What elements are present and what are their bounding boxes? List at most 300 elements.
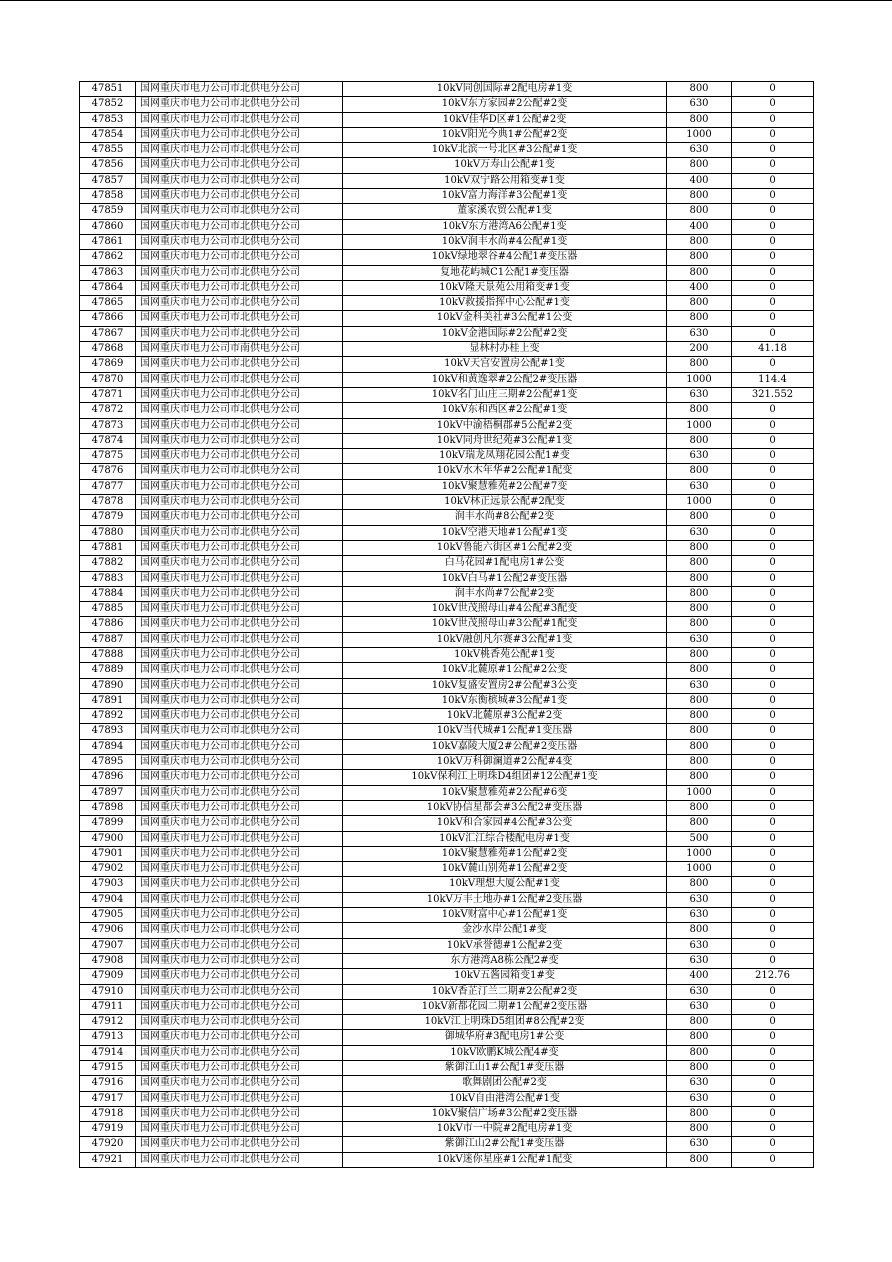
company-cell: 国网重庆市电力公司市北供电分公司: [136, 418, 343, 433]
company-cell: 国网重庆市电力公司市北供电分公司: [136, 234, 343, 249]
value-cell: 0: [732, 709, 814, 724]
company-cell: 国网重庆市电力公司市北供电分公司: [136, 908, 343, 923]
row-id-cell: 47879: [80, 510, 136, 525]
value-cell: 0: [732, 112, 814, 127]
row-id-cell: 47851: [80, 82, 136, 97]
table-row: [80, 571, 814, 586]
capacity-cell: 800: [667, 1061, 732, 1076]
company-cell: 国网重庆市电力公司市北供电分公司: [136, 816, 343, 831]
transformer-name-cell: 紫御江山2#公配1#变压器: [343, 1137, 667, 1152]
value-cell: 0: [732, 326, 814, 341]
row-id-cell: 47899: [80, 816, 136, 831]
value-cell: 0: [732, 1061, 814, 1076]
transformer-name-cell: 10kV东方家园#2公配#2变: [343, 97, 667, 112]
capacity-cell: 800: [667, 724, 732, 739]
transformer-name-cell: 10kV欧鹏K城公配4#变: [343, 1045, 667, 1060]
row-id-cell: 47869: [80, 357, 136, 372]
table-row: [80, 984, 814, 999]
row-id-cell: 47885: [80, 602, 136, 617]
transformer-name-cell: 白马花园#1配电房1#公变: [343, 556, 667, 571]
table-row: [80, 127, 814, 142]
capacity-cell: 630: [667, 143, 732, 158]
transformer-name-cell: 10kV金港国际#2公配#2变: [343, 326, 667, 341]
value-cell: 0: [732, 82, 814, 97]
capacity-cell: 800: [667, 1015, 732, 1030]
capacity-cell: 800: [667, 755, 732, 770]
transformer-name-cell: 10kV麓山别苑#1公配#2变: [343, 862, 667, 877]
table-row: [80, 1061, 814, 1076]
table-row: [80, 892, 814, 907]
table-row: [80, 311, 814, 326]
capacity-cell: 630: [667, 479, 732, 494]
value-cell: 0: [732, 693, 814, 708]
table-row: [80, 265, 814, 280]
capacity-cell: 800: [667, 1106, 732, 1121]
transformer-name-cell: 10kV北麓原#3公配#2变: [343, 709, 667, 724]
capacity-cell: 400: [667, 280, 732, 295]
table-row: [80, 326, 814, 341]
value-cell: 0: [732, 785, 814, 800]
transformer-name-cell: 10kV金科美社#3公配#1公变: [343, 311, 667, 326]
value-cell: 321.552: [732, 387, 814, 402]
row-id-cell: 47901: [80, 846, 136, 861]
table-row: [80, 403, 814, 418]
capacity-cell: 800: [667, 433, 732, 448]
value-cell: 0: [732, 831, 814, 846]
capacity-cell: 800: [667, 800, 732, 815]
company-cell: 国网重庆市电力公司市北供电分公司: [136, 862, 343, 877]
transformer-name-cell: 10kV北滨一号北区#3公配#1变: [343, 143, 667, 158]
transformer-name-cell: 10kV桃香苑公配#1变: [343, 647, 667, 662]
table-row: [80, 1137, 814, 1152]
company-cell: 国网重庆市电力公司市北供电分公司: [136, 953, 343, 968]
transformer-name-cell: 歌舞剧团公配#2变: [343, 1076, 667, 1091]
capacity-cell: 800: [667, 877, 732, 892]
transformer-name-cell: 10kV鲁能六街区#1公配#2变: [343, 540, 667, 555]
table-row: [80, 143, 814, 158]
row-id-cell: 47898: [80, 800, 136, 815]
transformer-name-cell: 润丰水尚#8公配#2变: [343, 510, 667, 525]
capacity-cell: 800: [667, 250, 732, 265]
capacity-cell: 400: [667, 969, 732, 984]
row-id-cell: 47906: [80, 923, 136, 938]
transformer-name-cell: 10kV汇江综合楼配电房#1变: [343, 831, 667, 846]
company-cell: 国网重庆市电力公司市北供电分公司: [136, 724, 343, 739]
value-cell: 0: [732, 846, 814, 861]
row-id-cell: 47882: [80, 556, 136, 571]
transformer-name-cell: 10kV林正远景公配#2配变: [343, 495, 667, 510]
row-id-cell: 47863: [80, 265, 136, 280]
table-row: [80, 800, 814, 815]
transformer-name-cell: 10kV空港天地#1公配#1变: [343, 525, 667, 540]
table-row: [80, 678, 814, 693]
company-cell: 国网重庆市电力公司市北供电分公司: [136, 326, 343, 341]
transformer-name-cell: 10kV同舟世纪苑#3公配#1变: [343, 433, 667, 448]
capacity-cell: 800: [667, 357, 732, 372]
capacity-cell: 800: [667, 1045, 732, 1060]
company-cell: 国网重庆市电力公司市北供电分公司: [136, 311, 343, 326]
value-cell: 0: [732, 127, 814, 142]
capacity-cell: 800: [667, 923, 732, 938]
row-id-cell: 47881: [80, 540, 136, 555]
transformer-name-cell: 10kV万科御澜道#2公配#4变: [343, 755, 667, 770]
company-cell: 国网重庆市电力公司市北供电分公司: [136, 1122, 343, 1137]
transformer-name-cell: 显林村办桂上变: [343, 342, 667, 357]
transformer-name-cell: 10kV万寿山公配#1变: [343, 158, 667, 173]
company-cell: 国网重庆市电力公司市北供电分公司: [136, 617, 343, 632]
company-cell: 国网重庆市电力公司市北供电分公司: [136, 800, 343, 815]
transformer-name-cell: 10kV香芷汀兰二期#2公配#2变: [343, 984, 667, 999]
capacity-cell: 800: [667, 1030, 732, 1045]
row-id-cell: 47888: [80, 647, 136, 662]
transformer-name-cell: 10kV当代城#1公配#1变压器: [343, 724, 667, 739]
value-cell: 0: [732, 739, 814, 754]
transformer-name-cell: 10kV财富中心#1公配#1变: [343, 908, 667, 923]
value-cell: 0: [732, 525, 814, 540]
capacity-cell: 800: [667, 112, 732, 127]
row-id-cell: 47914: [80, 1045, 136, 1060]
capacity-cell: 1000: [667, 127, 732, 142]
table-row: [80, 1122, 814, 1137]
table-row: [80, 158, 814, 173]
transformer-name-cell: 东方港湾A8栋公配2#变: [343, 953, 667, 968]
capacity-cell: 400: [667, 173, 732, 188]
value-cell: 0: [732, 1152, 814, 1167]
company-cell: 国网重庆市电力公司市北供电分公司: [136, 403, 343, 418]
table-row: [80, 433, 814, 448]
company-cell: 国网重庆市电力公司市北供电分公司: [136, 372, 343, 387]
company-cell: 国网重庆市电力公司市北供电分公司: [136, 1076, 343, 1091]
table-row: [80, 739, 814, 754]
value-cell: 0: [732, 923, 814, 938]
transformer-name-cell: 10kV东和西区#2公配#1变: [343, 403, 667, 418]
transformer-name-cell: 10kV自由港湾公配#1变: [343, 1091, 667, 1106]
row-id-cell: 47921: [80, 1152, 136, 1167]
company-cell: 国网重庆市电力公司市北供电分公司: [136, 173, 343, 188]
row-id-cell: 47852: [80, 97, 136, 112]
row-id-cell: 47911: [80, 999, 136, 1014]
row-id-cell: 47884: [80, 586, 136, 601]
company-cell: 国网重庆市电力公司市北供电分公司: [136, 586, 343, 601]
capacity-cell: 630: [667, 892, 732, 907]
transformer-name-cell: 10kV江上明珠D5组团#8公配#2变: [343, 1015, 667, 1030]
row-id-cell: 47883: [80, 571, 136, 586]
company-cell: 国网重庆市电力公司市北供电分公司: [136, 387, 343, 402]
table-row: [80, 173, 814, 188]
table-row: [80, 877, 814, 892]
row-id-cell: 47909: [80, 969, 136, 984]
capacity-cell: 800: [667, 1152, 732, 1167]
company-cell: 国网重庆市电力公司市北供电分公司: [136, 525, 343, 540]
transformer-name-cell: 御城华府#3配电房1#公变: [343, 1030, 667, 1045]
company-cell: 国网重庆市电力公司市北供电分公司: [136, 1152, 343, 1167]
value-cell: 0: [732, 953, 814, 968]
company-cell: 国网重庆市电力公司市北供电分公司: [136, 265, 343, 280]
table-row: [80, 449, 814, 464]
row-id-cell: 47912: [80, 1015, 136, 1030]
transformer-name-cell: 10kV协信星都会#3公配2#变压器: [343, 800, 667, 815]
value-cell: 0: [732, 403, 814, 418]
table-row: [80, 1045, 814, 1060]
row-id-cell: 47880: [80, 525, 136, 540]
capacity-cell: 800: [667, 158, 732, 173]
company-cell: 国网重庆市电力公司市北供电分公司: [136, 479, 343, 494]
capacity-cell: 800: [667, 647, 732, 662]
table-row: [80, 1152, 814, 1167]
capacity-cell: 800: [667, 510, 732, 525]
row-id-cell: 47907: [80, 938, 136, 953]
row-id-cell: 47854: [80, 127, 136, 142]
company-cell: 国网重庆市电力公司市北供电分公司: [136, 663, 343, 678]
value-cell: 0: [732, 617, 814, 632]
row-id-cell: 47860: [80, 219, 136, 234]
transformer-name-cell: 紫御江山1#公配1#变压器: [343, 1061, 667, 1076]
value-cell: 0: [732, 433, 814, 448]
table-row: [80, 418, 814, 433]
transformer-name-cell: 10kV聚慧雅苑#2公配#6变: [343, 785, 667, 800]
row-id-cell: 47874: [80, 433, 136, 448]
table-row: [80, 602, 814, 617]
row-id-cell: 47865: [80, 296, 136, 311]
value-cell: 0: [732, 1137, 814, 1152]
table-row: [80, 357, 814, 372]
capacity-cell: 630: [667, 908, 732, 923]
row-id-cell: 47896: [80, 770, 136, 785]
transformer-name-cell: 10kV东衡槟城#3公配#1变: [343, 693, 667, 708]
company-cell: 国网重庆市电力公司市北供电分公司: [136, 969, 343, 984]
transformer-name-cell: 10kV复盛安置房2#公配#3公变: [343, 678, 667, 693]
capacity-cell: 800: [667, 816, 732, 831]
value-cell: 0: [732, 663, 814, 678]
row-id-cell: 47910: [80, 984, 136, 999]
company-cell: 国网重庆市电力公司市北供电分公司: [136, 1015, 343, 1030]
value-cell: 0: [732, 724, 814, 739]
company-cell: 国网重庆市电力公司市北供电分公司: [136, 770, 343, 785]
transformer-name-cell: 10kV万丰土地办#1公配#2变压器: [343, 892, 667, 907]
company-cell: 国网重庆市电力公司市北供电分公司: [136, 892, 343, 907]
row-id-cell: 47853: [80, 112, 136, 127]
table-row: [80, 510, 814, 525]
row-id-cell: 47858: [80, 189, 136, 204]
table-row: [80, 831, 814, 846]
table-row: [80, 923, 814, 938]
value-cell: 0: [732, 1030, 814, 1045]
company-cell: 国网重庆市电力公司市北供电分公司: [136, 1045, 343, 1060]
table-row: [80, 219, 814, 234]
capacity-cell: 800: [667, 234, 732, 249]
company-cell: 国网重庆市电力公司市北供电分公司: [136, 693, 343, 708]
transformer-name-cell: 10kV聚信广场#3公配#2变压器: [343, 1106, 667, 1121]
transformer-name-cell: 10kV同创国际#2配电房#1变: [343, 82, 667, 97]
table-row: [80, 1015, 814, 1030]
value-cell: 0: [732, 173, 814, 188]
capacity-cell: 630: [667, 326, 732, 341]
capacity-cell: 800: [667, 189, 732, 204]
company-cell: 国网重庆市电力公司市北供电分公司: [136, 602, 343, 617]
value-cell: 41.18: [732, 342, 814, 357]
capacity-cell: 800: [667, 265, 732, 280]
transformer-name-cell: 10kV佳华D区#1公配#2变: [343, 112, 667, 127]
company-cell: 国网重庆市电力公司市北供电分公司: [136, 357, 343, 372]
value-cell: 0: [732, 219, 814, 234]
company-cell: 国网重庆市电力公司市北供电分公司: [136, 739, 343, 754]
value-cell: 0: [732, 296, 814, 311]
value-cell: 0: [732, 280, 814, 295]
value-cell: 0: [732, 449, 814, 464]
company-cell: 国网重庆市电力公司市北供电分公司: [136, 1137, 343, 1152]
row-id-cell: 47905: [80, 908, 136, 923]
capacity-cell: 1000: [667, 372, 732, 387]
table-row: [80, 724, 814, 739]
capacity-cell: 800: [667, 464, 732, 479]
row-id-cell: 47855: [80, 143, 136, 158]
table-row: [80, 464, 814, 479]
company-cell: 国网重庆市电力公司市北供电分公司: [136, 709, 343, 724]
transformer-name-cell: 润丰水尚#7公配#2变: [343, 586, 667, 601]
table-row: [80, 617, 814, 632]
company-cell: 国网重庆市电力公司市北供电分公司: [136, 82, 343, 97]
capacity-cell: 630: [667, 984, 732, 999]
table-row: [80, 709, 814, 724]
transformer-name-cell: 10kV白马#1公配2#变压器: [343, 571, 667, 586]
table-row: [80, 663, 814, 678]
value-cell: 0: [732, 984, 814, 999]
company-cell: 国网重庆市电力公司市北供电分公司: [136, 464, 343, 479]
table-row: [80, 296, 814, 311]
table-row: [80, 647, 814, 662]
table-row: [80, 785, 814, 800]
table-row: [80, 204, 814, 219]
capacity-cell: 800: [667, 540, 732, 555]
company-cell: 国网重庆市电力公司市北供电分公司: [136, 846, 343, 861]
capacity-cell: 800: [667, 586, 732, 601]
row-id-cell: 47915: [80, 1061, 136, 1076]
company-cell: 国网重庆市电力公司市北供电分公司: [136, 143, 343, 158]
capacity-cell: 630: [667, 1076, 732, 1091]
company-cell: 国网重庆市电力公司市北供电分公司: [136, 433, 343, 448]
table-row: [80, 250, 814, 265]
company-cell: 国网重庆市电力公司市北供电分公司: [136, 1091, 343, 1106]
capacity-cell: 800: [667, 571, 732, 586]
value-cell: 0: [732, 862, 814, 877]
row-id-cell: 47889: [80, 663, 136, 678]
table-row: [80, 387, 814, 402]
row-id-cell: 47859: [80, 204, 136, 219]
company-cell: 国网重庆市电力公司市北供电分公司: [136, 127, 343, 142]
table-row: [80, 540, 814, 555]
value-cell: 0: [732, 800, 814, 815]
capacity-cell: 800: [667, 602, 732, 617]
capacity-cell: 400: [667, 219, 732, 234]
capacity-cell: 800: [667, 770, 732, 785]
table-row: [80, 1030, 814, 1045]
value-cell: 0: [732, 479, 814, 494]
table-row: [80, 1076, 814, 1091]
table-row: [80, 770, 814, 785]
company-cell: 国网重庆市电力公司市北供电分公司: [136, 540, 343, 555]
row-id-cell: 47872: [80, 403, 136, 418]
value-cell: 0: [732, 357, 814, 372]
company-cell: 国网重庆市电力公司市北供电分公司: [136, 755, 343, 770]
row-id-cell: 47890: [80, 678, 136, 693]
company-cell: 国网重庆市电力公司市北供电分公司: [136, 495, 343, 510]
company-cell: 国网重庆市电力公司市北供电分公司: [136, 647, 343, 662]
transformer-name-cell: 10kV水木年华#2公配#1配变: [343, 464, 667, 479]
capacity-cell: 1000: [667, 785, 732, 800]
row-id-cell: 47918: [80, 1106, 136, 1121]
company-cell: 国网重庆市电力公司市北供电分公司: [136, 571, 343, 586]
capacity-cell: 800: [667, 1122, 732, 1137]
company-cell: 国网重庆市电力公司市北供电分公司: [136, 1061, 343, 1076]
row-id-cell: 47878: [80, 495, 136, 510]
table-row: [80, 280, 814, 295]
table-row: [80, 953, 814, 968]
transformer-name-cell: 10kV保利江上明珠D4组团#12公配#1变: [343, 770, 667, 785]
table-row: [80, 525, 814, 540]
capacity-cell: 1000: [667, 862, 732, 877]
transformer-name-cell: 10kV和合家园#4公配#3公变: [343, 816, 667, 831]
capacity-cell: 800: [667, 403, 732, 418]
row-id-cell: 47894: [80, 739, 136, 754]
capacity-cell: 200: [667, 342, 732, 357]
table-row: [80, 479, 814, 494]
transformer-name-cell: 10kV五酱园箱变1#变: [343, 969, 667, 984]
transformer-table: [79, 81, 814, 1168]
value-cell: 0: [732, 571, 814, 586]
value-cell: 0: [732, 602, 814, 617]
row-id-cell: 47917: [80, 1091, 136, 1106]
transformer-name-cell: 10kV名门山庄三期#2公配#1变: [343, 387, 667, 402]
value-cell: 0: [732, 556, 814, 571]
capacity-cell: 630: [667, 387, 732, 402]
value-cell: 114.4: [732, 372, 814, 387]
transformer-name-cell: 10kV天宫安置房公配#1变: [343, 357, 667, 372]
table-row: [80, 1091, 814, 1106]
company-cell: 国网重庆市电力公司市北供电分公司: [136, 449, 343, 464]
transformer-name-cell: 10kV救援指挥中心公配#1变: [343, 296, 667, 311]
row-id-cell: 47868: [80, 342, 136, 357]
value-cell: 0: [732, 540, 814, 555]
transformer-name-cell: 10kV中渝梧桐郡#5公配#2变: [343, 418, 667, 433]
table-row: [80, 586, 814, 601]
row-id-cell: 47866: [80, 311, 136, 326]
capacity-cell: 800: [667, 663, 732, 678]
company-cell: 国网重庆市电力公司市北供电分公司: [136, 158, 343, 173]
transformer-name-cell: 10kV融创凡尔赛#3公配#1变: [343, 632, 667, 647]
row-id-cell: 47875: [80, 449, 136, 464]
table-row: [80, 862, 814, 877]
table-row: [80, 372, 814, 387]
company-cell: 国网重庆市电力公司市北供电分公司: [136, 280, 343, 295]
row-id-cell: 47904: [80, 892, 136, 907]
capacity-cell: 630: [667, 999, 732, 1014]
company-cell: 国网重庆市电力公司市北供电分公司: [136, 632, 343, 647]
capacity-cell: 800: [667, 311, 732, 326]
capacity-cell: 630: [667, 1091, 732, 1106]
row-id-cell: 47903: [80, 877, 136, 892]
company-cell: 国网重庆市电力公司市北供电分公司: [136, 999, 343, 1014]
capacity-cell: 800: [667, 617, 732, 632]
value-cell: 0: [732, 464, 814, 479]
row-id-cell: 47902: [80, 862, 136, 877]
capacity-cell: 800: [667, 204, 732, 219]
value-cell: 0: [732, 647, 814, 662]
value-cell: 0: [732, 1045, 814, 1060]
transformer-name-cell: 10kV世茂照母山#3公配#1配变: [343, 617, 667, 632]
row-id-cell: 47892: [80, 709, 136, 724]
company-cell: 国网重庆市电力公司市北供电分公司: [136, 1106, 343, 1121]
value-cell: 0: [732, 755, 814, 770]
